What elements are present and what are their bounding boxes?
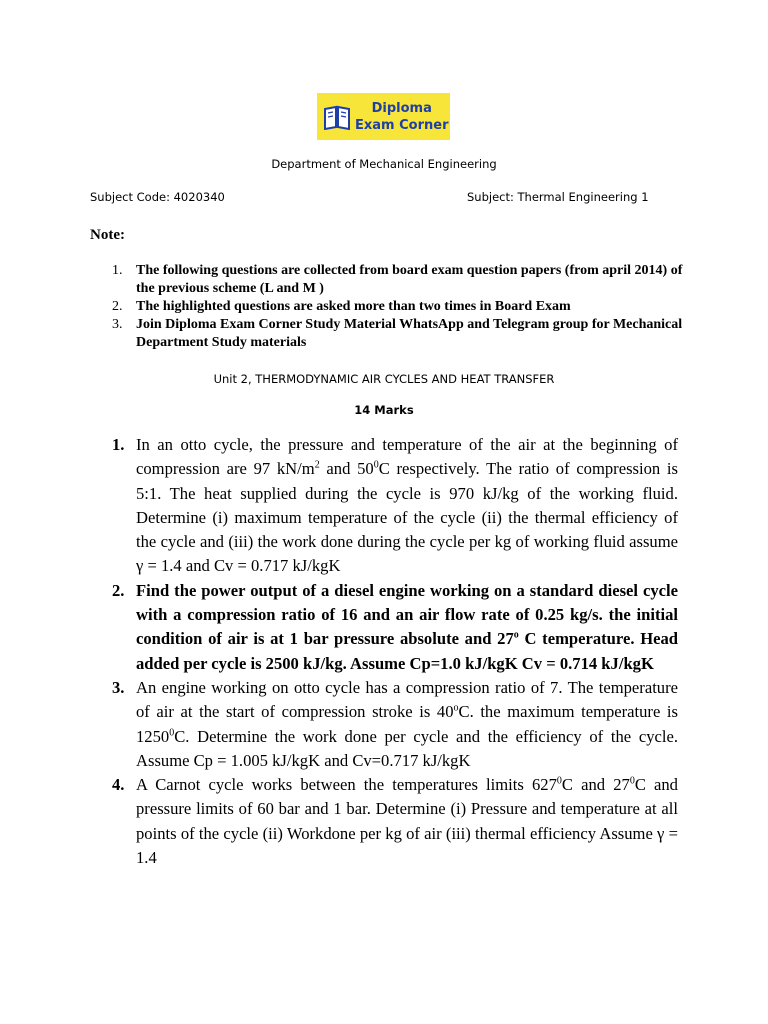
question-text: In an otto cycle, the pressure and temperature of the air at the beginning of compression are 97 kN/m <box>136 435 678 479</box>
note-text: Join Diploma Exam Corner Study Material WhatsApp and Telegram group for Mechanical Department Study materials <box>136 317 683 350</box>
question-item <box>0 433 768 579</box>
superscript: 0 <box>373 459 379 471</box>
note-heading: Note: <box>90 227 125 243</box>
superscript: 2 <box>314 459 320 471</box>
question-text: C temperature. Head added per cycle is 2500 kJ/kg. Assume Cp=1.0 kJ/kgK Cv = 0.714 kJ/kgK <box>136 629 678 673</box>
question-number: 1. <box>112 435 125 454</box>
logo-line-2: Exam Corner <box>355 117 449 133</box>
question-text: A Carnot cycle works between the temperatures limits 627 <box>136 775 557 795</box>
note-list <box>0 262 768 352</box>
superscript: 0 <box>556 775 562 787</box>
note-item <box>0 316 768 352</box>
note-number: 2. <box>112 299 123 314</box>
logo <box>317 93 450 140</box>
note-number: 1. <box>112 263 123 278</box>
question-text: C respectively. The ratio of compression is 5:1. The heat supplied during the cycle is 970 kJ/kg of the working fluid. Determine (i) maximum temperature of the cycle (ii) the thermal efficiency of the cycle and (iii) the work done during the cycle per kg of working fluid assume γ = 1.4 and Cv = 0.717 kJ/kgK <box>136 459 678 576</box>
superscript: 0 <box>629 775 635 787</box>
note-text: The highlighted questions are asked more than two times in Board Exam <box>136 299 571 314</box>
logo-line-1: Diploma <box>371 100 432 116</box>
question-text: C and pressure limits of 60 bar and 1 bar. Determine (i) Pressure and temperature at all points of the cycle (ii) Workdone per kg of air (iii) thermal efficiency Assume γ = 1.4 <box>136 775 678 868</box>
subject-code: Subject Code: 4020340 <box>90 190 225 204</box>
question-item <box>0 773 768 870</box>
note-item <box>0 298 768 316</box>
question-item <box>0 579 768 676</box>
question-text: Find the power output of a diesel engine working on a standard diesel cycle with a compression ratio of 16 and an air flow rate of 0.25 kg/s. the initial condition of air is at 1 bar pressure absolute and 27 <box>136 580 678 649</box>
marks-label: 14 Marks <box>354 403 414 417</box>
question-list <box>0 433 768 870</box>
question-text: C and 27 <box>561 775 630 795</box>
note-text: The following questions are collected from board exam question papers (from april 2014) of the previous scheme (L and M ) <box>136 263 683 296</box>
question-text: C. the maximum temperature is 1250 <box>136 702 678 746</box>
question-text: C. Determine the work done per cycle and the efficiency of the cycle. Assume Cp = 1.005 kJ/kgK and Cv=0.717 kJ/kgK <box>136 726 678 770</box>
question-number: 3. <box>112 677 125 697</box>
department-title: Department of Mechanical Engineering <box>271 157 497 171</box>
subject-name: Subject: Thermal Engineering 1 <box>467 190 649 204</box>
superscript: o <box>513 629 519 641</box>
question-number: 4. <box>112 775 125 795</box>
note-number: 3. <box>112 317 123 332</box>
superscript: 0 <box>169 727 175 739</box>
book-icon <box>323 104 351 130</box>
question-text: and 50 <box>319 459 374 479</box>
logo-text <box>355 100 448 134</box>
superscript: o <box>453 702 459 714</box>
unit-title: Unit 2, THERMODYNAMIC AIR CYCLES AND HEAT TRANSFER <box>213 372 555 386</box>
question-text: An engine working on otto cycle has a compression ratio of 7. The temperature of air at the start of compression stroke is 40 <box>136 677 678 722</box>
question-item <box>0 676 768 773</box>
question-number: 2. <box>112 580 125 600</box>
note-item <box>0 262 768 298</box>
